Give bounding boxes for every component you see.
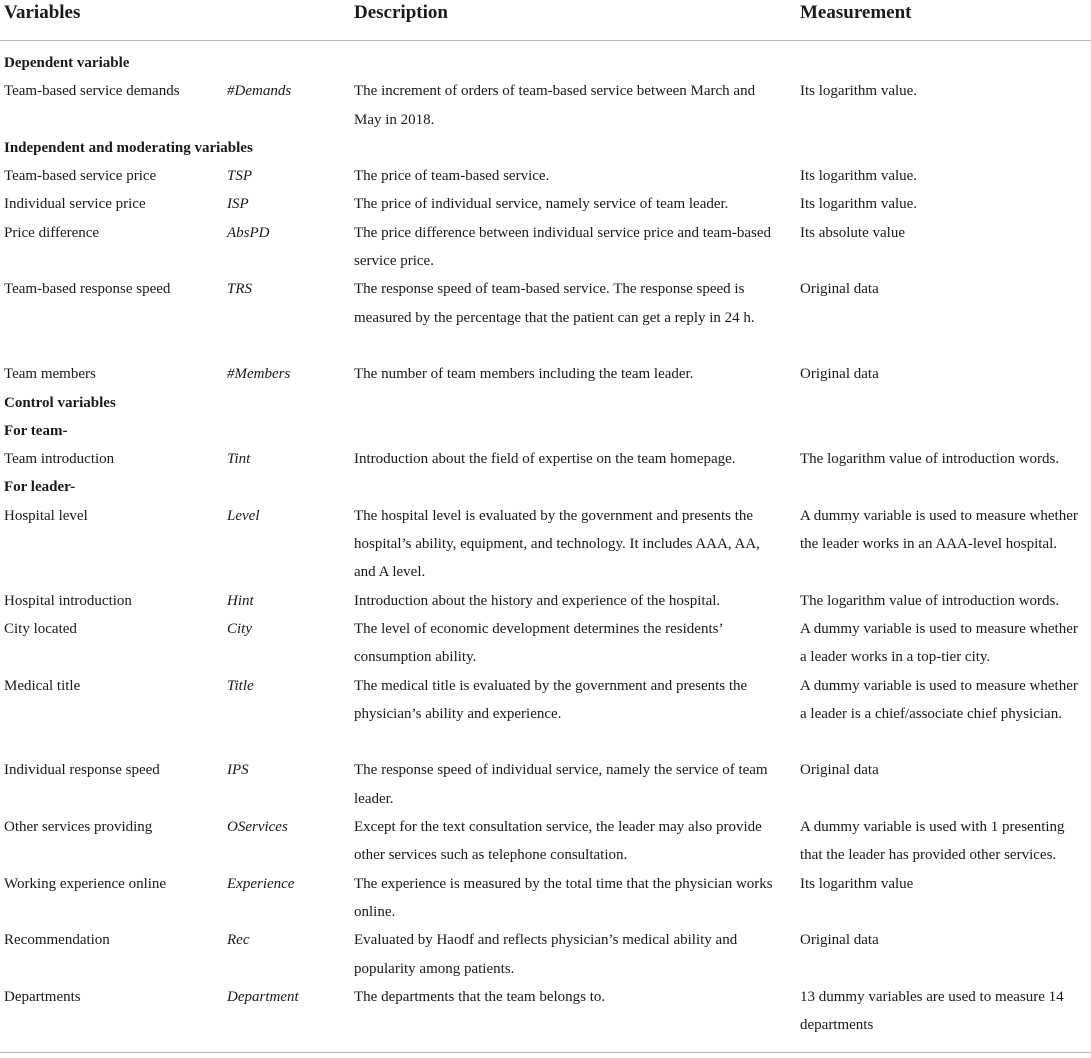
table-row	[0, 926, 1091, 983]
variable-symbol: Experience	[227, 875, 295, 892]
variable-name: Working experience online	[4, 875, 167, 892]
variable-symbol: #Members	[227, 366, 291, 383]
section-heading-row	[0, 473, 1091, 501]
table-row	[0, 502, 1091, 587]
variable-measurement: Original data	[800, 366, 879, 383]
variable-description: Introduction about the history and experience of the hospital.	[354, 592, 721, 609]
table-row	[0, 219, 1091, 276]
section-heading-row	[0, 134, 1091, 162]
variable-description: The hospital level is evaluated by the government and presents the hospital’s ability, equipment, and technology. It includes AAA, AA, and A level.	[354, 507, 760, 581]
variable-measurement: The logarithm value of introduction words.	[800, 592, 1060, 609]
table-header	[0, 0, 1091, 41]
variable-symbol: Tint	[227, 451, 251, 468]
table-row	[0, 275, 1091, 360]
variable-measurement: Its logarithm value.	[800, 196, 918, 213]
variable-name: Individual response speed	[4, 762, 160, 779]
variable-description: The increment of orders of team-based service between March and May in 2018.	[354, 83, 756, 128]
variable-name: Team members	[4, 366, 96, 383]
table-row	[0, 162, 1091, 190]
table-row	[0, 813, 1091, 870]
table-row	[0, 445, 1091, 473]
variable-description: The experience is measured by the total time that the physician works online.	[354, 875, 773, 920]
variable-name: Individual service price	[4, 196, 146, 213]
header-variables: Variables	[4, 2, 81, 23]
table-row	[0, 672, 1091, 757]
variable-name: Hospital level	[4, 507, 88, 524]
variable-measurement: 13 dummy variables are used to measure 14 departments	[800, 988, 1064, 1034]
header-measurement: Measurement	[800, 2, 912, 23]
variable-symbol: Department	[227, 988, 299, 1005]
variable-measurement: Original data	[800, 281, 879, 298]
variable-measurement: Its logarithm value	[800, 875, 914, 892]
variable-measurement: A dummy variable is used with 1 presenting that the leader has provided other services.	[800, 819, 1065, 864]
section-heading-row	[0, 389, 1091, 417]
section-heading: For team-	[4, 422, 68, 439]
variable-name: Team-based response speed	[4, 281, 171, 298]
variable-description: The response speed of individual service, namely the service of team leader.	[354, 762, 768, 807]
table-row	[0, 77, 1091, 134]
variable-symbol: Title	[227, 677, 254, 694]
section-heading: Control variables	[4, 394, 116, 411]
variable-description: The number of team members including the team leader.	[354, 366, 694, 383]
variable-measurement: Its logarithm value.	[800, 83, 918, 100]
variable-measurement: Original data	[800, 932, 879, 949]
variable-name: Price difference	[4, 224, 100, 241]
table-row	[0, 587, 1091, 615]
variable-description: Except for the text consultation service, the leader may also provide other services such as telephone consultation.	[354, 819, 762, 864]
variable-measurement: Original data	[800, 762, 879, 779]
variable-measurement: A dummy variable is used to measure whether a leader works in a top-tier city.	[800, 620, 1078, 666]
variable-description: The medical title is evaluated by the government and presents the physician’s ability and experience.	[354, 677, 748, 722]
variable-description: Introduction about the field of expertise on the team homepage.	[354, 451, 736, 468]
variable-description: The price of team-based service.	[354, 168, 550, 185]
variable-symbol: TSP	[227, 168, 253, 185]
variable-name: Recommendation	[4, 932, 110, 949]
variable-description: The response speed of team-based service. The response speed is measured by the percentage that the patient can get a reply in 24 h.	[354, 281, 755, 326]
variable-description: Evaluated by Haodf and reflects physician’s medical ability and popularity among patients.	[354, 932, 738, 977]
variable-name: Hospital introduction	[4, 592, 132, 609]
variable-symbol: Level	[227, 507, 260, 524]
variable-description: The price of individual service, namely service of team leader.	[354, 196, 729, 213]
variable-name: Team-based service price	[4, 168, 157, 185]
variable-name: City located	[4, 620, 77, 637]
variable-name: Team-based service demands	[4, 83, 180, 100]
variable-description: The level of economic development determines the residents’ consumption ability.	[354, 620, 723, 666]
variable-symbol: ISP	[227, 196, 249, 213]
section-heading: Dependent variable	[4, 55, 130, 71]
variable-symbol: City	[227, 620, 252, 637]
table-row	[0, 870, 1091, 927]
variable-symbol: Rec	[227, 932, 250, 949]
section-heading: Independent and moderating variables	[4, 139, 253, 156]
variable-name: Departments	[4, 988, 81, 1005]
table-row	[0, 983, 1091, 1040]
section-heading-row	[0, 417, 1091, 445]
variable-symbol: AbsPD	[227, 224, 270, 241]
table-row	[0, 190, 1091, 218]
variable-measurement: A dummy variable is used to measure whether the leader works in an AAA-level hospital.	[800, 507, 1078, 553]
table-row	[0, 756, 1091, 813]
table-row	[0, 360, 1091, 388]
variable-symbol: OServices	[227, 819, 288, 836]
variable-symbol: TRS	[227, 281, 253, 298]
variable-name: Other services providing	[4, 819, 153, 836]
variable-measurement: The logarithm value of introduction words.	[800, 451, 1060, 468]
variable-name: Medical title	[4, 677, 81, 694]
variable-measurement: A dummy variable is used to measure whether a leader is a chief/associate chief physician.	[800, 677, 1078, 722]
table-row	[0, 615, 1091, 672]
section-heading-row	[0, 49, 1091, 77]
variable-symbol: #Demands	[227, 83, 292, 100]
variable-symbol: IPS	[227, 762, 249, 779]
table-body	[0, 49, 1091, 1039]
variable-symbol: Hint	[227, 592, 254, 609]
variable-description: The price difference between individual service price and team-based service price.	[354, 224, 772, 270]
variable-measurement: Its logarithm value.	[800, 168, 918, 185]
table-bottom-rule	[0, 1052, 1091, 1053]
variable-measurement: Its absolute value	[800, 224, 905, 241]
header-description: Description	[354, 2, 448, 23]
variable-description: The departments that the team belongs to.	[354, 988, 606, 1005]
section-heading: For leader-	[4, 479, 76, 496]
variable-name: Team introduction	[4, 451, 115, 468]
